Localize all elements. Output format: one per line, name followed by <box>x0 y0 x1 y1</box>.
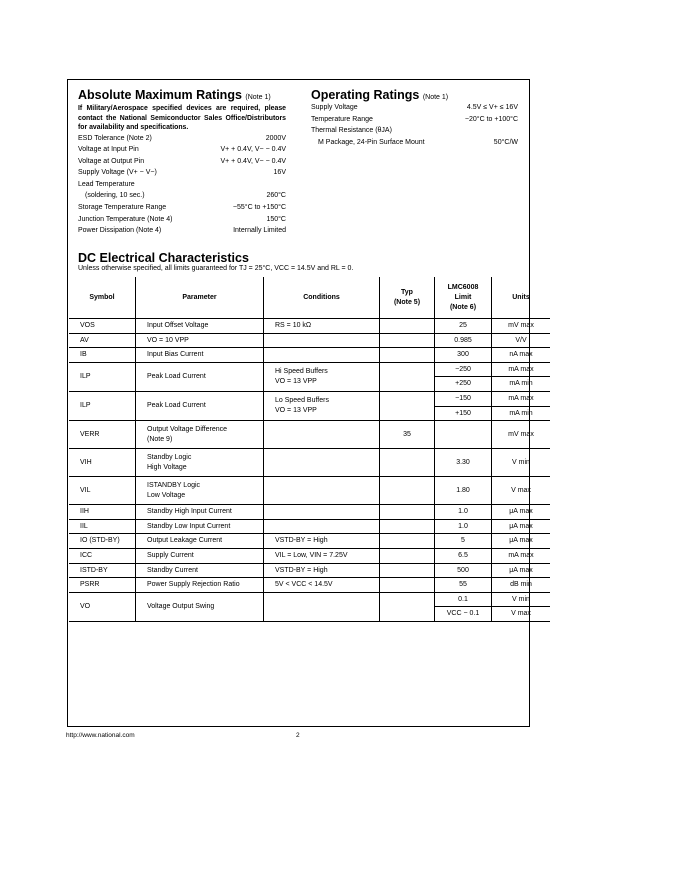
limit-cell: 55 <box>435 578 492 593</box>
parameter-cell: VO = 10 VPP <box>136 333 264 348</box>
absolute-maximum-ratings <box>78 88 286 237</box>
abs-label: ESD Tolerance (Note 2) <box>78 134 152 142</box>
typ-cell <box>380 505 435 520</box>
typ-cell <box>380 348 435 363</box>
parameter-cell: Output Leakage Current <box>136 534 264 549</box>
parameter-cell: Voltage Output Swing <box>136 592 264 621</box>
table-row <box>69 592 550 621</box>
table-body <box>69 319 550 622</box>
limit-cell: 5 <box>435 534 492 549</box>
abs-row <box>78 179 286 191</box>
conditions-cell <box>264 421 380 449</box>
conditions-cell: Lo Speed Buffers VO = 13 VPP <box>264 391 380 420</box>
footer-url[interactable]: http://www.national.com <box>66 732 135 739</box>
limit-cell: 0.985 <box>435 333 492 348</box>
limit-cell: 3.30 <box>435 449 492 477</box>
limit-cell: 1.0 <box>435 505 492 520</box>
limit-cell: −150 +150 <box>435 391 492 420</box>
table-row <box>69 421 550 449</box>
header-parameter: Parameter <box>136 277 264 319</box>
symbol-cell: ISTD-BY <box>69 563 136 578</box>
abs-value: V+ + 0.4V, V− − 0.4V <box>220 146 286 154</box>
parameter-cell: Standby Logic High Voltage <box>136 449 264 477</box>
conditions-cell <box>264 348 380 363</box>
conditions-cell <box>264 477 380 505</box>
parameter-cell: Power Supply Rejection Ratio <box>136 578 264 593</box>
abs-label: Lead Temperature <box>78 180 135 188</box>
symbol-cell: ILP <box>69 362 136 391</box>
units-cell: μA max <box>509 537 533 545</box>
typ-cell <box>380 563 435 578</box>
abs-value: Internally Limited <box>233 227 286 235</box>
typ-cell: 35 <box>380 421 435 449</box>
units-cell: μA max <box>509 508 533 516</box>
symbol-cell: VERR <box>69 421 136 449</box>
typ-cell <box>380 362 435 391</box>
units-cell: V min V max <box>492 592 551 621</box>
typ-cell <box>380 391 435 420</box>
typ-cell <box>380 592 435 621</box>
conditions-cell: VSTD-BY = High <box>264 563 380 578</box>
abs-label: Supply Voltage (V+ − V−) <box>78 169 157 177</box>
symbol-cell: IIH <box>69 505 136 520</box>
limit-cell: 1.80 <box>435 477 492 505</box>
units-cell: μA max <box>509 566 533 574</box>
abs-value: −55°C to +150°C <box>232 204 286 212</box>
table-row <box>69 519 550 534</box>
conditions-cell <box>264 505 380 520</box>
units-cell: mA max mA min <box>492 391 551 420</box>
symbol-cell: PSRR <box>69 578 136 593</box>
units-cell: nA max <box>509 351 533 359</box>
units-cell: dB min <box>510 581 532 589</box>
abs-rows <box>78 133 286 237</box>
conditions-cell <box>264 519 380 534</box>
symbol-cell: VO <box>69 592 136 621</box>
op-row <box>311 114 518 126</box>
header-typ: Typ (Note 5) <box>380 277 435 319</box>
header-units: Units <box>492 277 551 319</box>
op-label: Supply Voltage <box>311 104 358 111</box>
units-cell: V/V <box>515 336 527 344</box>
parameter-cell: Input Offset Voltage <box>136 319 264 334</box>
units-cell: mA max <box>508 551 534 559</box>
units-cell: V max <box>511 486 531 494</box>
table-row <box>69 505 550 520</box>
parameter-cell: Standby High Input Current <box>136 505 264 520</box>
abs-value: 2000V <box>265 134 286 142</box>
table-row <box>69 548 550 563</box>
limit-cell <box>435 421 492 449</box>
typ-cell <box>380 578 435 593</box>
table-row <box>69 449 550 477</box>
page-number: 2 <box>296 732 300 739</box>
symbol-cell: IB <box>69 348 136 363</box>
op-value: −20°C to +100°C <box>464 115 518 123</box>
abs-value: 150°C <box>266 215 286 223</box>
table-row <box>69 534 550 549</box>
op-row <box>311 125 518 137</box>
dc-subtitle: Unless otherwise specified, all limits guaranteed for TJ = 25°C, VCC = 14.5V and RL = 0. <box>78 265 354 272</box>
table-row <box>69 563 550 578</box>
dc-characteristics-heading <box>78 251 353 272</box>
symbol-cell: ICC <box>69 548 136 563</box>
limit-cell: 0.1 VCC − 0.1 <box>435 592 492 621</box>
symbol-cell: VIL <box>69 477 136 505</box>
typ-cell <box>380 333 435 348</box>
abs-row <box>78 225 286 237</box>
abs-label: Voltage at Input Pin <box>78 146 139 154</box>
typ-cell <box>380 449 435 477</box>
op-title: Operating Ratings <box>311 88 420 102</box>
symbol-cell: ILP <box>69 391 136 420</box>
conditions-cell: 5V < VCC < 14.5V <box>264 578 380 593</box>
abs-label: Junction Temperature (Note 4) <box>78 215 173 223</box>
abs-label: Power Dissipation (Note 4) <box>78 227 162 235</box>
op-value: 50°C/W <box>493 138 518 146</box>
dc-table <box>69 277 550 622</box>
abs-label: Storage Temperature Range <box>78 204 167 212</box>
abs-intro: If Military/Aerospace specified devices are required, please contact the National Semiconductor Sales Office/Distributors for availability and specifications. <box>78 105 286 131</box>
header-limit: LMC6008 Limit (Note 6) <box>435 277 492 319</box>
units-cell: mA max mA min <box>492 362 551 391</box>
conditions-cell <box>264 592 380 621</box>
conditions-cell: VIL = Low, VIN = 7.25V <box>264 548 380 563</box>
table-row <box>69 578 550 593</box>
abs-note: (Note 1) <box>245 94 271 101</box>
operating-ratings <box>311 88 518 148</box>
dc-title: DC Electrical Characteristics <box>78 251 249 265</box>
abs-row <box>78 156 286 168</box>
limit-cell: −250 +250 <box>435 362 492 391</box>
abs-value: 16V <box>273 169 286 177</box>
op-row <box>311 102 518 114</box>
limit-cell: 1.0 <box>435 519 492 534</box>
op-row <box>311 137 518 149</box>
units-cell: μA max <box>509 522 533 530</box>
typ-cell <box>380 477 435 505</box>
table-header <box>69 277 550 319</box>
abs-title: Absolute Maximum Ratings <box>78 88 242 102</box>
limit-cell: 500 <box>435 563 492 578</box>
typ-cell <box>380 548 435 563</box>
abs-label: Voltage at Output Pin <box>78 157 145 165</box>
limit-cell: 300 <box>435 348 492 363</box>
op-label: M Package, 24-Pin Surface Mount <box>318 138 425 146</box>
abs-value: 260°C <box>266 192 286 200</box>
conditions-cell: VSTD-BY = High <box>264 534 380 549</box>
table-row <box>69 319 550 334</box>
op-label: Temperature Range <box>311 115 373 123</box>
op-rows <box>311 102 518 148</box>
op-note: (Note 1) <box>422 94 449 101</box>
abs-row <box>78 214 286 226</box>
abs-row <box>78 202 286 214</box>
table-row <box>69 333 550 348</box>
abs-label: (soldering, 10 sec.) <box>85 192 145 200</box>
symbol-cell: IIL <box>69 519 136 534</box>
typ-cell <box>380 534 435 549</box>
abs-row <box>78 167 286 179</box>
typ-cell <box>380 519 435 534</box>
parameter-cell: ISTANDBY Logic Low Voltage <box>136 477 264 505</box>
units-cell: mV max <box>508 430 534 438</box>
abs-row <box>78 190 286 202</box>
units-cell: V min <box>512 458 530 466</box>
table-row <box>69 477 550 505</box>
limit-cell: 6.5 <box>435 548 492 563</box>
symbol-cell: VIH <box>69 449 136 477</box>
symbol-cell: VOS <box>69 319 136 334</box>
abs-value: V+ + 0.4V, V− − 0.4V <box>220 157 286 165</box>
conditions-cell <box>264 333 380 348</box>
conditions-cell: Hi Speed Buffers VO = 13 VPP <box>264 362 380 391</box>
table-row <box>69 362 550 391</box>
parameter-cell: Standby Low Input Current <box>136 519 264 534</box>
symbol-cell: IO (STD-BY) <box>69 534 136 549</box>
abs-row <box>78 144 286 156</box>
header-symbol: Symbol <box>69 277 136 319</box>
parameter-cell: Output Voltage Difference (Note 9) <box>136 421 264 449</box>
parameter-cell: Peak Load Current <box>136 362 264 391</box>
parameter-cell: Supply Current <box>136 548 264 563</box>
parameter-cell: Standby Current <box>136 563 264 578</box>
op-label: Thermal Resistance (θJA) <box>311 127 392 135</box>
typ-cell <box>380 319 435 334</box>
table-row <box>69 391 550 420</box>
parameter-cell: Peak Load Current <box>136 391 264 420</box>
conditions-cell <box>264 449 380 477</box>
op-value: 4.5V ≤ V+ ≤ 16V <box>466 104 518 111</box>
units-cell: mV max <box>508 322 534 329</box>
parameter-cell: Input Bias Current <box>136 348 264 363</box>
table-row <box>69 348 550 363</box>
limit-cell: 25 <box>435 319 492 334</box>
symbol-cell: AV <box>69 333 136 348</box>
header-conditions: Conditions <box>264 277 380 319</box>
abs-row <box>78 133 286 145</box>
conditions-cell: RS = 10 kΩ <box>264 319 380 334</box>
